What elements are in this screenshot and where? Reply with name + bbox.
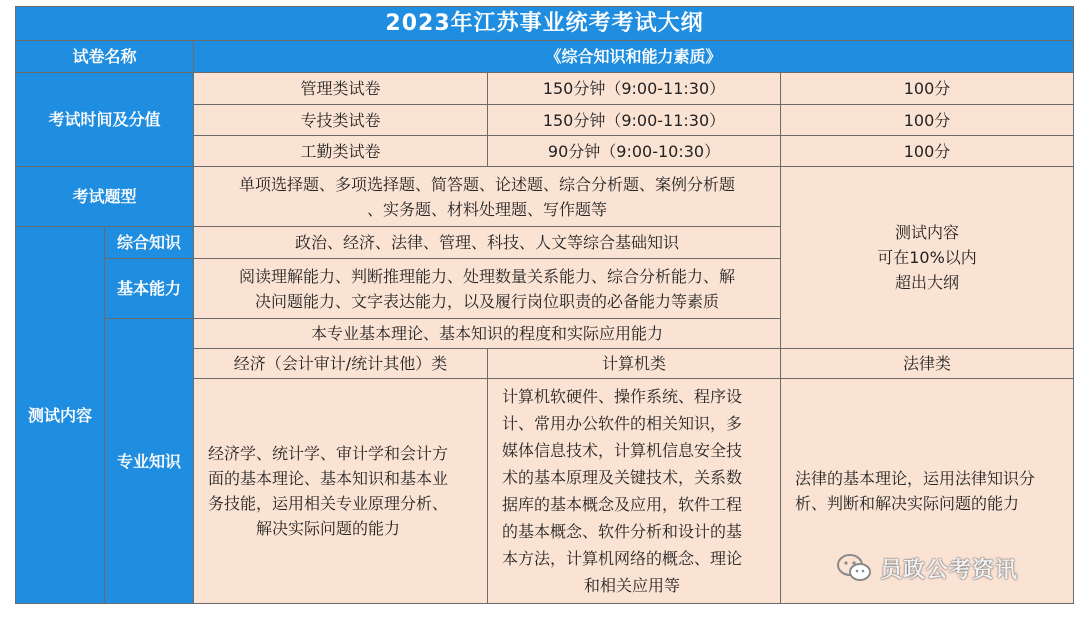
scope-note-line: 可在10%以内 xyxy=(877,248,977,267)
general-knowledge-label: 综合知识 xyxy=(105,227,194,259)
category-computer: 计算机类 xyxy=(488,349,781,379)
basic-ability-line: 决问题能力、文字表达能力，以及履行岗位职责的必备能力等素质 xyxy=(254,291,719,311)
time-score-label: 考试时间及分值 xyxy=(16,73,194,167)
question-types-label: 考试题型 xyxy=(16,167,194,227)
paper-name-value: 《综合知识和能力素质》 xyxy=(194,41,1074,73)
time-technical: 150分钟（9:00-11:30） xyxy=(488,105,781,136)
paper-type-management: 管理类试卷 xyxy=(194,73,488,105)
law-line: 析、判断和解决实际问题的能力 xyxy=(795,494,1020,513)
economics-line: 面的基本理论、基本知识和基本业 xyxy=(208,469,449,488)
basic-ability-line: 阅读理解能力、判断推理能力、处理数量关系能力、综合分析能力、解 xyxy=(238,266,735,286)
basic-ability-text xyxy=(194,259,781,319)
computer-line: 和相关应用等 xyxy=(583,576,680,595)
economics-line: 务技能，运用相关专业原理分析、 xyxy=(208,494,449,513)
test-content-label: 测试内容 xyxy=(16,227,105,604)
computer-line: 的基本概念、软件分析和设计的基 xyxy=(502,522,743,541)
score-labor: 100分 xyxy=(781,136,1074,167)
computer-line: 本方法，计算机网络的概念、理论 xyxy=(502,549,743,568)
category-economics: 经济（会计审计/统计其他）类 xyxy=(194,349,488,379)
law-line: 法律的基本理论，运用法律知识分 xyxy=(795,469,1036,488)
paper-type-technical: 专技类试卷 xyxy=(194,105,488,136)
score-technical: 100分 xyxy=(781,105,1074,136)
basic-ability-label: 基本能力 xyxy=(105,259,194,319)
general-knowledge-text: 政治、经济、法律、管理、科技、人文等综合基础知识 xyxy=(194,227,781,259)
question-types-value xyxy=(194,167,781,227)
computer-line: 媒体信息技术，计算机信息安全技 xyxy=(502,441,743,460)
economics-line: 经济学、统计学、审计学和会计方 xyxy=(208,444,449,463)
paper-type-labor: 工勤类试卷 xyxy=(194,136,488,167)
scope-note xyxy=(781,167,1074,349)
watermark xyxy=(836,552,1018,584)
professional-knowledge-label: 专业知识 xyxy=(105,319,194,604)
computer-line: 计、常用办公软件的相关知识，多 xyxy=(502,414,743,433)
time-labor: 90分钟（9:00-10:30） xyxy=(488,136,781,167)
computer-line: 术的基本原理及关键技术，关系数 xyxy=(502,468,743,487)
time-management: 150分钟（9:00-11:30） xyxy=(488,73,781,105)
economics-requirements xyxy=(194,379,488,604)
computer-line: 据库的基本概念及应用，软件工程 xyxy=(502,495,743,514)
category-law: 法律类 xyxy=(781,349,1074,379)
economics-line: 解决实际问题的能力 xyxy=(256,519,401,538)
computer-requirements xyxy=(488,379,781,604)
scope-note-line: 测试内容 xyxy=(895,223,960,242)
watermark-text: 员政公考资讯 xyxy=(880,557,1019,583)
professional-intro: 本专业基本理论、基本知识的程度和实际应用能力 xyxy=(194,319,781,349)
wechat-icon xyxy=(836,553,872,583)
question-types-line: 单项选择题、多项选择题、简答题、论述题、综合分析题、案例分析题 xyxy=(238,174,735,194)
exam-outline-table xyxy=(15,6,1074,604)
table-title: 2023年江苏事业统考考试大纲 xyxy=(16,7,1074,41)
scope-note-line: 超出大纲 xyxy=(895,273,960,292)
score-management: 100分 xyxy=(781,73,1074,105)
computer-line: 计算机软硬件、操作系统、程序设 xyxy=(502,387,743,406)
paper-name-label: 试卷名称 xyxy=(16,41,194,73)
question-types-line: 、实务题、材料处理题、写作题等 xyxy=(366,199,607,219)
